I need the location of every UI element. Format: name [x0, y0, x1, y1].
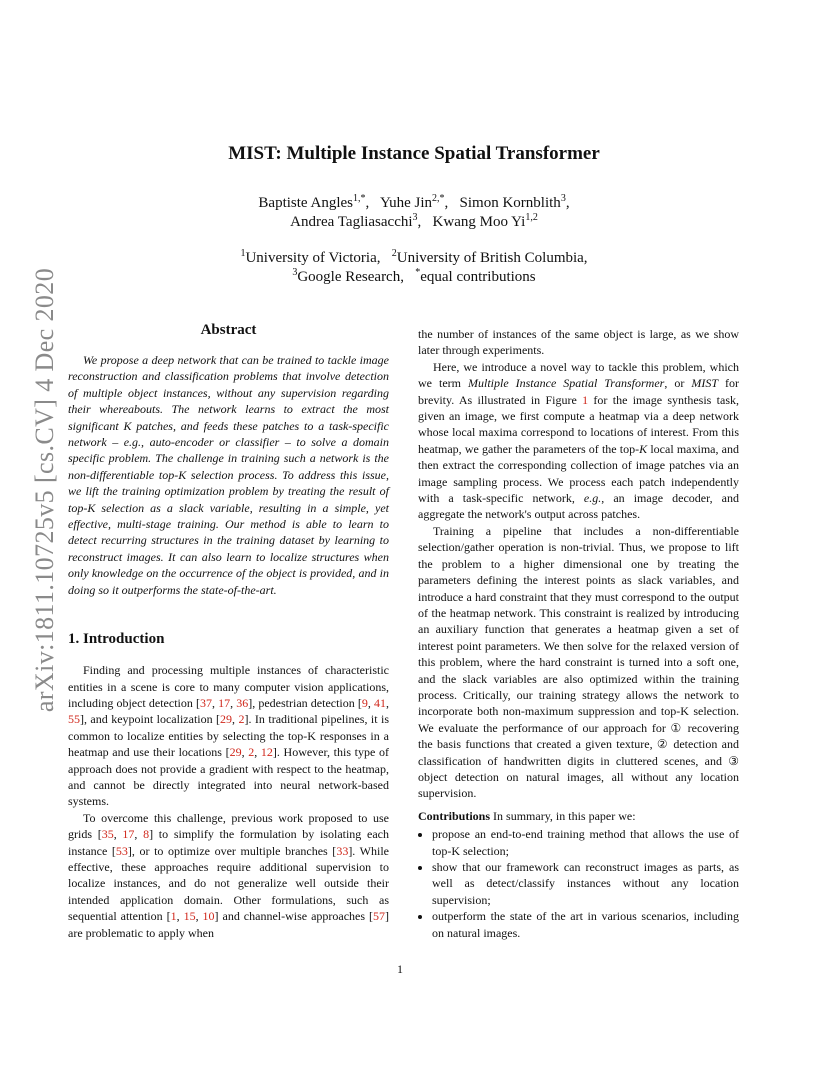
- contributions-list: [418, 826, 739, 941]
- citation-link[interactable]: 29: [229, 745, 242, 760]
- text-run: ] to simplify the formulation by isolating each instance [: [68, 827, 389, 858]
- text-run: ], and keypoint localization [: [80, 712, 221, 727]
- text-run: ], pedestrian detection [: [248, 695, 362, 710]
- text-run: Here, we introduce a novel way to tackle this problem, which we term: [418, 359, 739, 391]
- contributions-text: In summary, in this paper we:: [490, 808, 636, 823]
- author-sup: 1,2: [525, 212, 538, 223]
- text-run: local maxima, and then extract the corresponding collection of image patches via an image sampling process. We process each patch independently with a task-specific network,: [418, 441, 739, 506]
- citation-link[interactable]: 2: [238, 712, 245, 727]
- citation-link[interactable]: 8: [143, 827, 150, 842]
- text-run: ] and channel-wise approaches [: [214, 909, 374, 924]
- affil-name: University of British Columbia,: [396, 250, 588, 266]
- text-run: ]. While effective, these approaches require additional supervision to localize instances, and do not generalize well outside their intended application domain. Other formulations, such as sequential attention [: [68, 843, 390, 924]
- abstract-heading: Abstract: [200, 322, 257, 338]
- contributions-label: Contributions: [418, 808, 491, 823]
- citation-link[interactable]: 15: [183, 909, 196, 924]
- citation-link[interactable]: 2: [248, 745, 255, 760]
- citation-link[interactable]: 17: [122, 827, 135, 842]
- text-run: Finding and processing multiple instances of characteristic entities in a scene is core to many computer vision applications, including object detection [: [68, 663, 389, 710]
- text-run: ,: [134, 827, 144, 842]
- text-run: ,: [254, 745, 261, 760]
- text-run: ]. However, this type of approach does not provide a gradient with respect to the heatmap, and cannot be directly integrated into neural network-based systems.: [68, 745, 389, 809]
- intro-heading: 1. Introduction: [68, 631, 165, 648]
- abstract-body: We propose a deep network that can be trained to tackle image reconstruction and classification problems that involve detection of multiple object instances, without any supervision regarding their whereabouts. The network learns to extract the most significant K patches, and feeds these patches to a task-specific network – e.g., auto-encoder or classifier – to solve a domain specific problem. The challenge in training such a network is the non-differentiable top-K selection process. To address this issue, we lift the training optimization problem by treating the result of top-K selection as a slack variable, resulting in a simple, yet effective, multi-stage training. Our method is able to learn to detect recurring structures in the training dataset by learning to reconstruct images. It can also learn to localize structures when only knowledge on the occurrence of the object is provided, and in doing so it outperforms the state-of-the-art.: [68, 353, 389, 597]
- citation-link[interactable]: 35: [101, 827, 114, 842]
- affil-sup: 3: [292, 267, 298, 278]
- citation-link[interactable]: 41: [374, 695, 387, 710]
- text-run: ]. In traditional pipelines, it is common to localize entities by selecting the top-K responses in a heatmap and use their locations [: [68, 712, 390, 760]
- affil-name: Google Research,: [297, 269, 404, 285]
- affil-sup: 2: [391, 248, 397, 259]
- author-name: Andrea Tagliasacchi: [290, 214, 413, 230]
- affil-name: equal contributions: [420, 269, 536, 285]
- affil-sup: *: [415, 267, 421, 278]
- text-run: ,: [232, 712, 239, 727]
- citation-link[interactable]: 10: [202, 909, 215, 924]
- citation-link[interactable]: 12: [260, 745, 273, 760]
- intro-paragraph-1: [68, 662, 389, 810]
- contributions-paragraph: [418, 808, 739, 824]
- list-item: • propose an end-to-end training method that allows the use of top-K selection;: [432, 826, 739, 859]
- author-name: Yuhe Jin: [379, 195, 433, 211]
- text-run: , an image decoder, and aggregate the network's output across patches.: [418, 491, 740, 522]
- arxiv-stamp-text: arXiv:1811.10725v5 [cs.CV] 4 Dec 2020: [30, 267, 59, 713]
- author-sup: 1,*: [353, 193, 366, 204]
- text-run: ,: [241, 745, 249, 760]
- text-run: ,: [176, 909, 184, 924]
- affil-name: University of Victoria,: [245, 250, 381, 266]
- text-run: for the image synthesis task, given an image, we first compute a heatmap via a deep network whose local maxima correspond to locations of interest. From this heatmap, we gather the parameters of the top-: [418, 392, 739, 456]
- citation-link[interactable]: 53: [115, 843, 128, 858]
- text-run: ,: [386, 695, 390, 710]
- list-item: • show that our framework can reconstruct images as parts, as well as detect/classify instances without any location supervision;: [432, 859, 739, 908]
- text-run: , or: [664, 376, 692, 391]
- author-list: Baptiste Angles$^{1,*}$, Yuhe Jin$^{2,*}$, Simon Kornblith$^3$, Andrea Tagliasacchi$^3$, Kwang Moo Yi$^{1,2}$: [258, 193, 570, 230]
- paper-title: MIST: Multiple Instance Spatial Transformer: [228, 143, 600, 164]
- text-run: To overcome this challenge, previous work proposed to use grids [: [68, 810, 389, 842]
- author-name: Baptiste Angles: [258, 195, 353, 211]
- citation-link[interactable]: 55: [68, 712, 80, 727]
- text-run: ], or to optimize over multiple branches [: [127, 843, 337, 858]
- right-paragraph-1: the number of instances of the same object is large, as we show later through experiments.: [418, 327, 739, 358]
- author-name: Kwang Moo Yi: [432, 214, 526, 230]
- emphasis-text: Multiple Instance Spatial Transformer: [467, 376, 665, 391]
- citation-link[interactable]: 57: [373, 909, 386, 924]
- emphasis-text: MIST: [691, 376, 718, 391]
- citation-link[interactable]: 17: [218, 695, 231, 710]
- intro-paragraph-2: [68, 810, 389, 941]
- text-run: ,: [113, 827, 123, 842]
- text-run: ,: [367, 695, 375, 710]
- affiliation-list: [0, 249, 828, 287]
- right-column: [418, 326, 739, 941]
- citation-link[interactable]: 9: [361, 695, 368, 710]
- list-item: • outperform the state of the art in various scenarios, including on natural images.: [432, 908, 739, 941]
- author-sup: 3: [412, 212, 418, 223]
- figure-link[interactable]: 1: [582, 392, 589, 407]
- citation-link[interactable]: 37: [199, 695, 212, 710]
- citation-link[interactable]: 36: [236, 695, 249, 710]
- author-sup: 3: [560, 193, 566, 204]
- right-paragraph-3: Training a pipeline that includes a non-differentiable selection/gather operation is non-trivial. Thus, we propose to lift the problem to a higher dimensional one by treating the parameters defining the interest points as slack variables, and introduce a hard constraint that they must correspond to the output of the heatmap network. This constraint is realized by introducing an auxiliary function that generates a heatmap given a set of interest point parameters. We then solve for the relaxed version of this problem, where the hard constraint is turned into a soft one, and the slack variables are also optimized within the training process. Critically, our training strategy allows the network to incorporate both non-maximum suppression and top-K selection. We evaluate the performance of our approach for ① recovering the basis functions that created a given texture, ② detection and classification of handwritten digits in cluttered scenes, and ③ object detection on natural images, all without any location supervision.: [418, 523, 739, 801]
- emphasis-text: e.g.: [583, 491, 602, 506]
- affil-sup: 1: [240, 248, 246, 259]
- left-column: [68, 322, 389, 941]
- right-paragraph-2: [418, 359, 739, 523]
- citation-link[interactable]: 29: [220, 712, 233, 727]
- text-run: ,: [211, 695, 219, 710]
- citation-link[interactable]: 33: [336, 843, 349, 858]
- text-run: ] are problematic to apply when: [68, 909, 390, 940]
- citation-link[interactable]: 1: [170, 909, 177, 924]
- author-sup: 2,*: [432, 193, 445, 204]
- arxiv-stamp: [22, 267, 68, 713]
- math-symbol: K: [639, 441, 648, 456]
- author-name: Simon Kornblith: [459, 195, 561, 211]
- text-run: ,: [230, 695, 237, 710]
- page-number: 1: [397, 962, 403, 976]
- text-run: ,: [195, 909, 203, 924]
- text-run: for brevity. As illustrated in Figure: [418, 376, 739, 407]
